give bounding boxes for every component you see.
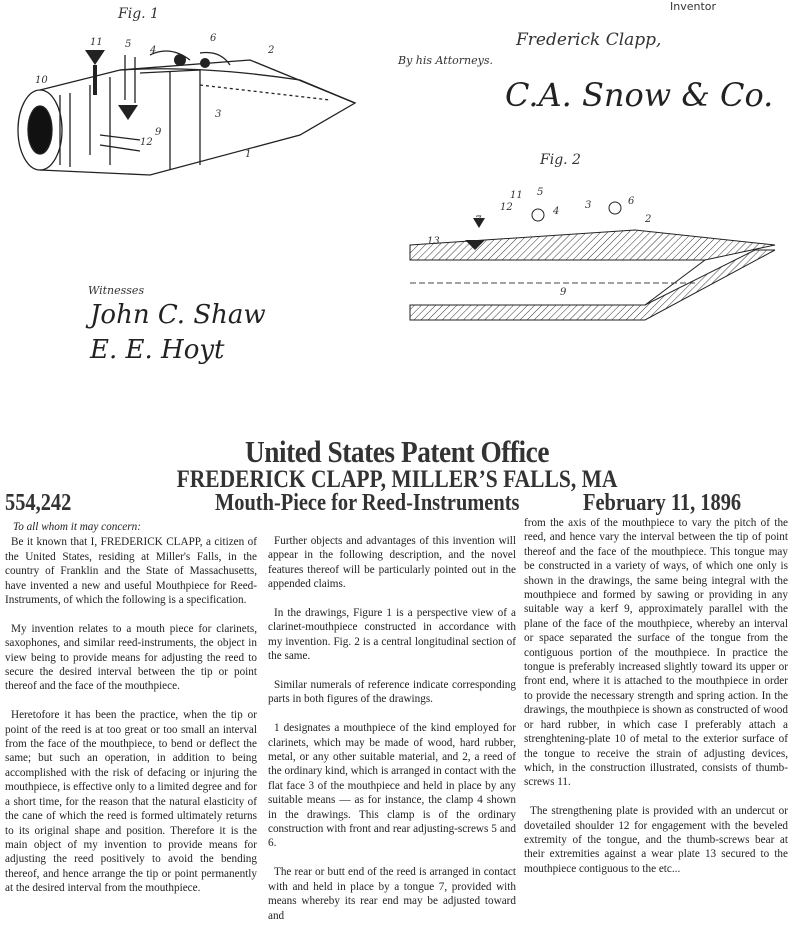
inventor-signature: Frederick Clapp,: [516, 30, 662, 50]
inventor-label: Inventor: [670, 0, 717, 13]
fig1-ref: 2: [268, 45, 275, 56]
text-column-2: [268, 534, 516, 937]
fig1-perspective-drawing: [0, 25, 370, 200]
fig1-ref: 10: [35, 75, 48, 86]
fig2-ref: 4: [553, 206, 560, 217]
fig1-ref: 11: [90, 37, 103, 48]
paragraph: Similar numerals of reference indicate corresponding parts in both figures of the drawings.: [268, 679, 516, 706]
fig2-ref: 6: [628, 196, 635, 207]
paragraph: My invention relates to a mouth piece for clarinets, saxophones, and similar reed-instruments, the object in view being to provide means for adjusting the reed to secure the desired interval between the tip or point thereof and the face of the mouthpiece.: [5, 622, 257, 693]
fig2-ref: 13: [427, 236, 440, 247]
witness-signature: E. E. Hoyt: [90, 335, 225, 365]
paragraph: The rear or butt end of the reed is arranged in contact with and held in place by a tongue 7, provided with means whereby its rear end may be adjusted toward and: [268, 866, 516, 922]
text-column-1: [5, 520, 257, 910]
fig1-ref: 12: [140, 137, 153, 148]
fig1-ref: 6: [210, 33, 217, 44]
paragraph: The strengthening plate is provided with an undercut or dovetailed shoulder 12 for engagement with the beveled extremity of the tongue, and the thumb-screws bear at their extremities against a wear plate 13 secured to the mouthpiece contiguous to the etc...: [524, 805, 788, 875]
salutation: To all whom it may concern:: [13, 521, 141, 533]
patent-date: February 11, 1896: [583, 490, 742, 516]
patent-number: 554,242: [5, 490, 72, 516]
paragraph: from the axis of the mouthpiece to vary the pitch of the reed, and hence vary the interval between the tip of point thereof and the face of the mouthpiece. This tongue may be constructed in a variety of ways, of which one only is shown in the drawings, the same being integral with the mouthpiece and formed by sawing or providing in any suitable way a kerf 9, approximately parallel with the plane of the face of the mouthpiece, whereby an interval or space separated the surface of the tongue from the contiguous portion of the mouthpiece. In practice the tongue is preferably increased slightly toward its upper or front end, where it is attached to the mouthpiece in order to provide the necessary strength and spring action. In the drawings, the mouthpiece is shown as constructed of wood or hard rubber, in which case I preferably attach a strenghtening-plate 10 of metal to the exterior surface of the tongue to receive the strain of adjusting devices, which, in the construction illustrated, consists of thumb-screws 11.: [524, 517, 788, 789]
attorneys-label: By his Attorneys.: [398, 54, 493, 67]
witness-signature: John C. Shaw: [90, 300, 266, 330]
text-column-3: [524, 516, 788, 891]
paragraph: Be it known that I, FREDERICK CLAPP, a citizen of the United States, residing at Miller's Falls, in the country of Franklin and the State of Massachusetts, have invented a new and useful Mouthpiece for Reed-Instruments, of which the following is a specification.: [5, 536, 257, 607]
fig2-section-drawing: [405, 180, 790, 345]
inventor-line: FREDERICK CLAPP, MILLER’S FALLS, MA: [176, 466, 618, 493]
fig2-label: Fig. 2: [540, 152, 581, 168]
fig2-ref: 11: [510, 190, 523, 201]
fig1-ref: 3: [215, 109, 222, 120]
fig1-ref: 9: [155, 127, 162, 138]
fig1-ref: 1: [245, 149, 252, 160]
fig2-ref: 7: [475, 215, 482, 226]
fig1-ref: 5: [125, 39, 132, 50]
fig2-ref: 9: [560, 287, 567, 298]
fig2-ref: 5: [537, 187, 544, 198]
paragraph: Further objects and advantages of this invention will appear in the following description, and the novel features thereof will be particularly pointed out in the appended claims.: [268, 535, 516, 591]
fig1-label: Fig. 1: [118, 6, 159, 22]
fig2-ref: 2: [645, 214, 652, 225]
patent-title: Mouth-Piece for Reed-Instruments: [215, 490, 520, 516]
paragraph: 1 designates a mouthpiece of the kind employed for clarinets, which may be made of wood, hard rubber, metal, or any other suitable material, and 2, a reed of the ordinary kind, which is arranged in contact with the flat face 3 of the mouthpiece and held in place by any suitable means — as for instance, the clamp 4 shown in the drawings. This clamp is of the ordinary construction with front and rear adjusting-screws 5 and 6.: [268, 722, 516, 850]
paragraph: Heretofore it has been the practice, when the tip or point of the reed is at too great or too small an interval from the face of the mouthpiece, to bend or deflect the same; but such an operation, in addition to being accomplished with the risk of defacing or injuring the mouthpiece, is effective only to a limited degree and for a short time, for the reason that the natural elasticity of the cane of which the reed is formed ultimately returns to its original shape and position. Therefore it is the main object of my invention to provide means for adjusting the reed positively to avoid the bending thereof, and hence arrange the tip or point permanently at the desired interval from the mouthpiece.: [5, 709, 257, 895]
fig2-ref: 12: [500, 202, 513, 213]
paragraph: In the drawings, Figure 1 is a perspective view of a clarinet-mouthpiece constructed in accordance with my invention. Fig. 2 is a central longitudinal section of the same.: [268, 607, 516, 663]
witnesses-label: Witnesses: [88, 284, 145, 297]
patent-office-title: United States Patent Office: [244, 434, 550, 469]
attorney-signature: C.A. Snow & Co.: [505, 76, 774, 114]
fig2-ref: 3: [585, 200, 592, 211]
fig1-ref: 4: [150, 45, 157, 56]
